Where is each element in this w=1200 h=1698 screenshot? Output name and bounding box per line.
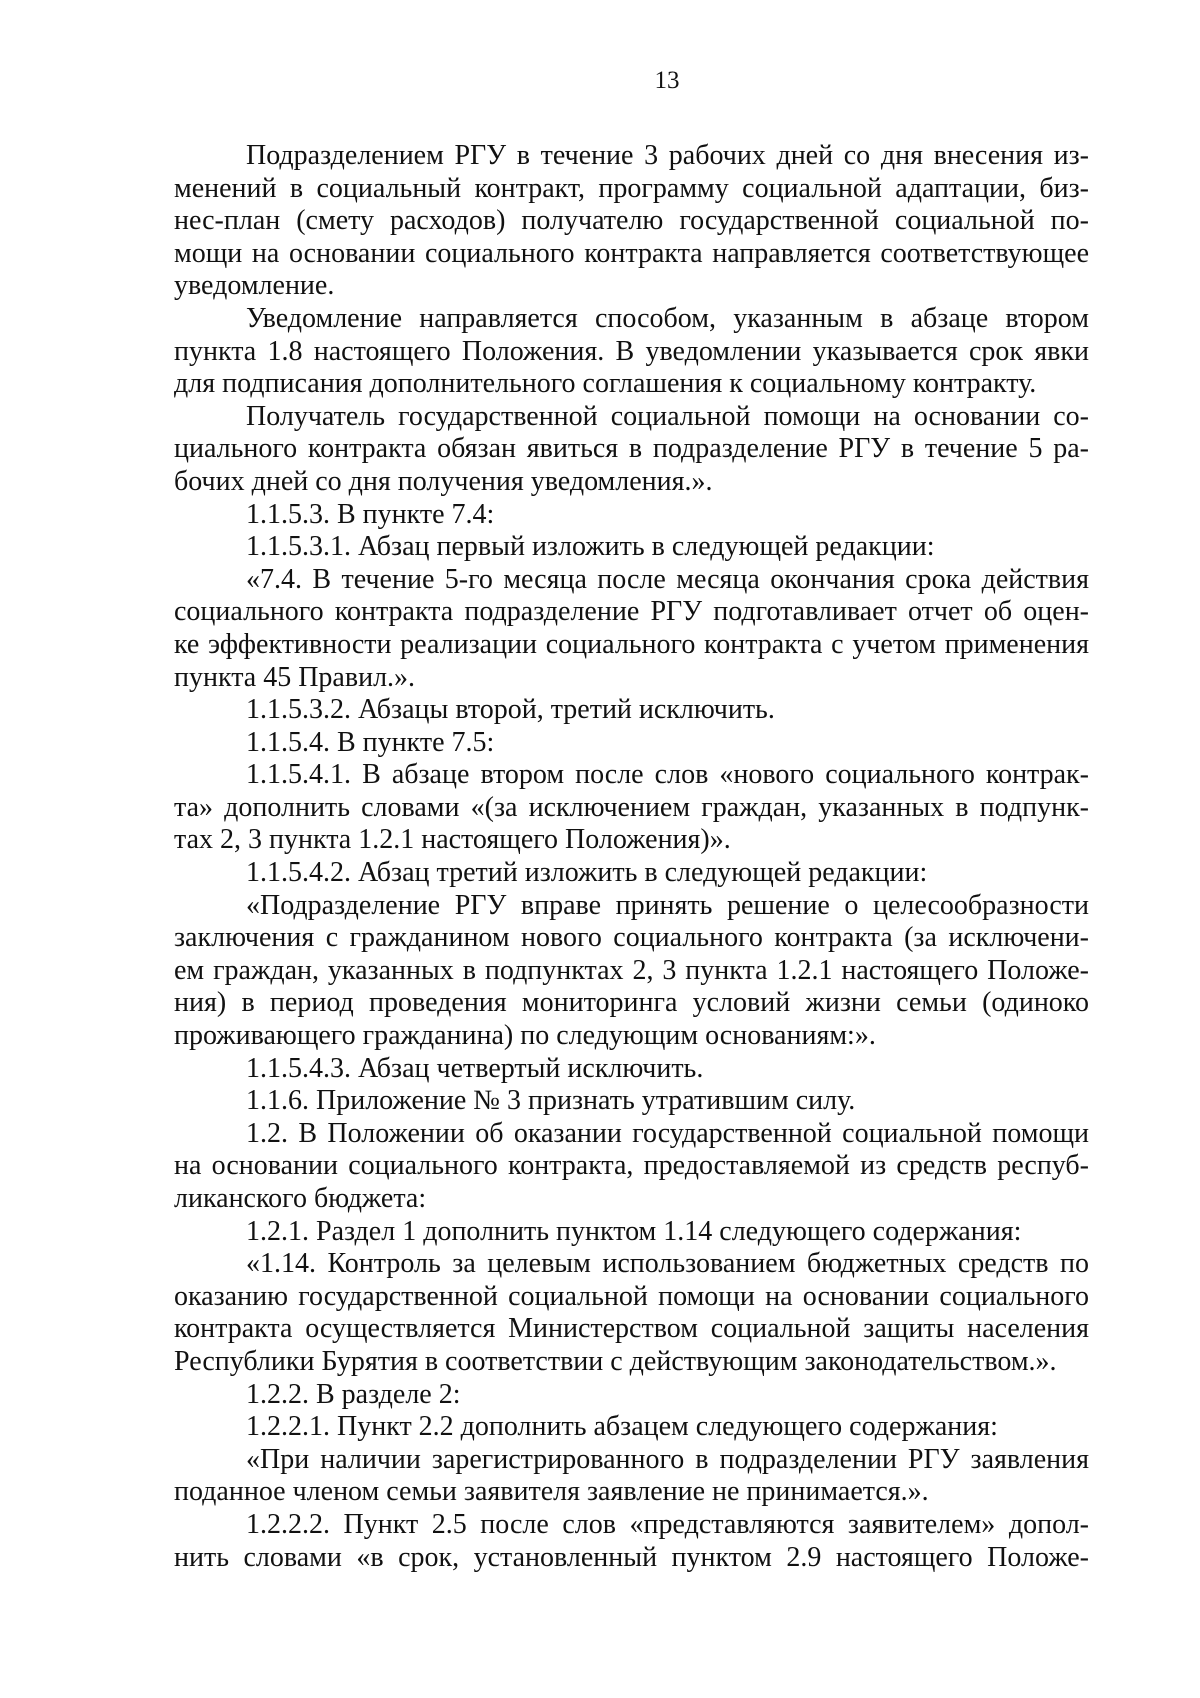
text-line: поданное членом семьи заявителя заявление не принимается.». <box>174 1476 929 1508</box>
text-line: 1.1.5.4.1. В абзаце втором после слов «нового социального контрак- <box>246 759 1089 791</box>
text-line: бочих дней со дня получения уведомления.». <box>174 465 713 497</box>
text-line: ке эффективности реализации социального контракта с учетом применения <box>174 628 1089 660</box>
text-line: проживающего гражданина) по следующим основаниям:». <box>174 1020 876 1052</box>
text-line: «При наличии зарегистрированного в подразделении РГУ заявления <box>246 1443 1089 1475</box>
text-line: 1.1.5.3.2. Абзацы второй, третий исключить. <box>246 694 775 726</box>
text-line: 1.2.2.1. Пункт 2.2 дополнить абзацем следующего содержания: <box>246 1411 998 1443</box>
text-line: на основании социального контракта, предоставляемой из средств респуб- <box>174 1150 1089 1182</box>
text-line: 1.1.5.4.2. Абзац третий изложить в следующей редакции: <box>246 857 928 889</box>
text-line: 1.1.5.4. В пункте 7.5: <box>246 726 495 758</box>
text-line: тах 2, 3 пункта 1.2.1 настоящего Положения)». <box>174 824 731 856</box>
text-line: 1.1.5.3.1. Абзац первый изложить в следующей редакции: <box>246 531 935 563</box>
text-line: 1.1.6. Приложение № 3 признать утратившим силу. <box>246 1085 856 1117</box>
text-line: заключения с гражданином нового социального контракта (за исключени- <box>174 922 1089 954</box>
text-line: 1.1.5.4.3. Абзац четвертый исключить. <box>246 1052 704 1084</box>
page-number: 13 <box>654 67 680 94</box>
text-line: 1.2.1. Раздел 1 дополнить пунктом 1.14 следующего содержания: <box>246 1215 1022 1247</box>
text-line: нить словами «в срок, установленный пунктом 2.9 настоящего Положе- <box>174 1541 1089 1573</box>
document-body <box>174 140 1089 1574</box>
text-line: циального контракта обязан явиться в подразделение РГУ в течение 5 ра- <box>174 433 1089 465</box>
text-line: «1.14. Контроль за целевым использованием бюджетных средств по <box>246 1248 1089 1280</box>
text-line: 1.2. В Положении об оказании государственной социальной помощи <box>246 1117 1089 1149</box>
text-line: ем граждан, указанных в подпунктах 2, 3 пункта 1.2.1 настоящего Положе- <box>174 954 1089 986</box>
text-line: 1.1.5.3. В пункте 7.4: <box>246 498 495 530</box>
text-line: оказанию государственной социальной помощи на основании социального <box>174 1280 1089 1312</box>
text-line: Подразделением РГУ в течение 3 рабочих дней со дня внесения из- <box>246 140 1089 171</box>
text-line: менений в социальный контракт, программу социальной адаптации, биз- <box>174 172 1089 204</box>
text-line: нес-план (смету расходов) получателю государственной социальной по- <box>174 205 1089 237</box>
text-line: ния) в период проведения мониторинга условий жизни семьи (одиноко <box>174 987 1089 1019</box>
text-line: «Подразделение РГУ вправе принять решение о целесообразности <box>246 889 1089 921</box>
text-line: Республики Бурятия в соответствии с действующим законодательством.». <box>174 1345 1057 1377</box>
text-line: «7.4. В течение 5-го месяца после месяца окончания срока действия <box>246 563 1089 595</box>
text-line: пункта 1.8 настоящего Положения. В уведомлении указывается срок явки <box>174 335 1089 367</box>
text-line: та» дополнить словами «(за исключением граждан, указанных в подпунк- <box>174 791 1089 823</box>
text-line: 1.2.2.2. Пункт 2.5 после слов «представляются заявителем» допол- <box>246 1508 1089 1540</box>
text-line: 1.2.2. В разделе 2: <box>246 1378 461 1410</box>
text-line: уведомление. <box>174 270 335 302</box>
text-line: ликанского бюджета: <box>174 1183 427 1214</box>
text-line: для подписания дополнительного соглашения к социальному контракту. <box>174 368 1037 400</box>
text-line: контракта осуществляется Министерством социальной защиты населения <box>174 1313 1089 1345</box>
text-line: пункта 45 Правил.». <box>174 661 416 693</box>
text-line: Уведомление направляется способом, указанным в абзаце втором <box>246 302 1089 334</box>
text-line: Получатель государственной социальной помощи на основании со- <box>246 400 1089 432</box>
text-line: мощи на основании социального контракта направляется соответствующее <box>174 237 1089 269</box>
text-line: социального контракта подразделение РГУ подготавливает отчет об оцен- <box>174 596 1089 628</box>
